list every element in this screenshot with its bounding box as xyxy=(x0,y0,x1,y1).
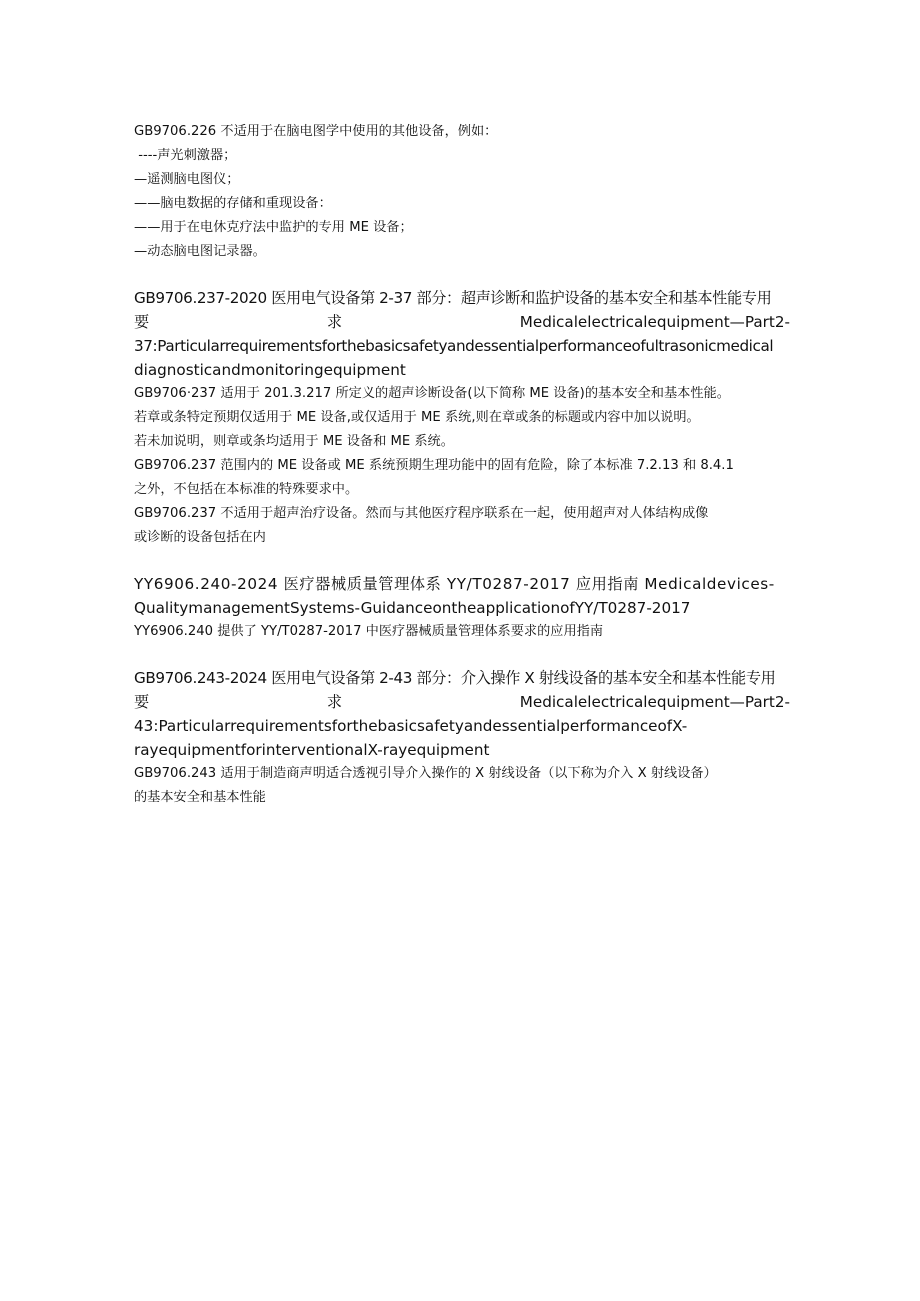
document-page xyxy=(134,120,790,810)
body-line: 若章或条特定预期仅适用于 ME 设备,或仅适用于 ME 系统,则在章或条的标题或内容中加以说明。 xyxy=(134,410,700,425)
title-fragment: Medicalelectricalequipment—Part2- xyxy=(519,313,790,331)
section-gb9706-237 xyxy=(134,286,790,550)
body-line: 或诊断的设备包括在内 xyxy=(134,530,266,545)
list-item: ——脑电数据的存储和重现设备： xyxy=(134,196,332,211)
list-item: ----声光刺激器； xyxy=(134,148,237,163)
section-title: YY6906.240-2024 医疗器械质量管理体系 YY/T0287-2017 应用指南 Medicaldevices- xyxy=(134,575,775,593)
body-line: 之外，不包括在本标准的特殊要求中。 xyxy=(134,482,359,497)
title-fragment: Medicalelectricalequipment—Part2- xyxy=(519,693,790,711)
section-gb9706-243 xyxy=(134,666,790,810)
title-fragment: 求 xyxy=(326,313,343,331)
title-fragment: 要 xyxy=(134,693,150,711)
text-line: GB9706.226 不适用于在脑电图学中使用的其他设备，例如： xyxy=(134,124,498,139)
body-line: GB9706.243 适用于制造商声明适合透视引导介入操作的 X 射线设备（以下称为介入 X 射线设备） xyxy=(134,766,717,781)
body-line: GB9706.237 不适用于超声治疗设备。然而与其他医疗程序联系在一起，使用超声对人体结构成像 xyxy=(134,506,709,521)
section-gb9706-226 xyxy=(134,120,790,264)
body-line: YY6906.240 提供了 YY/T0287-2017 中医疗器械质量管理体系要求的应用指南 xyxy=(134,624,604,639)
section-title: QualitymanagementSystems-GuidanceontheapplicationofYY/T0287-2017 xyxy=(134,599,691,617)
list-item: —遥测脑电图仪； xyxy=(134,172,240,187)
body-line: GB9706.237 范围内的 ME 设备或 ME 系统预期生理功能中的固有危险，除了本标准 7.2.13 和 8.4.1 xyxy=(134,458,734,473)
section-title: GB9706.237-2020 医用电气设备第 2-37 部分：超声诊断和监护设备的基本安全和基本性能专用 xyxy=(134,289,772,307)
section-title: 37:Particularrequirementsforthebasicsafetyandessentialperformanceofultrasonicmedical xyxy=(134,337,774,355)
title-fragment: 要 xyxy=(134,313,150,331)
list-item: —动态脑电图记录器。 xyxy=(134,244,266,259)
body-line: 若未加说明，则章或条均适用于 ME 设备和 ME 系统。 xyxy=(134,434,454,449)
body-line: 的基本安全和基本性能 xyxy=(134,790,266,805)
title-fragment: 求 xyxy=(326,693,343,711)
section-yy6906-240 xyxy=(134,572,790,644)
section-title-spread xyxy=(134,310,790,334)
section-title: diagnosticandmonitoringequipment xyxy=(134,361,406,379)
section-title-spread xyxy=(134,690,790,714)
list-item: ——用于在电休克疗法中监护的专用 ME 设备； xyxy=(134,220,413,235)
body-line: GB9706·237 适用于 201.3.217 所定义的超声诊断设备(以下简称 ME 设备)的基本安全和基本性能。 xyxy=(134,386,730,401)
section-title: rayequipmentforinterventionalX-rayequipment xyxy=(134,741,490,759)
section-title: GB9706.243-2024 医用电气设备第 2-43 部分：介入操作 X 射线设备的基本安全和基本性能专用 xyxy=(134,669,776,687)
section-title: 43:ParticularrequirementsforthebasicsafetyandessentialperformanceofX- xyxy=(134,717,688,735)
